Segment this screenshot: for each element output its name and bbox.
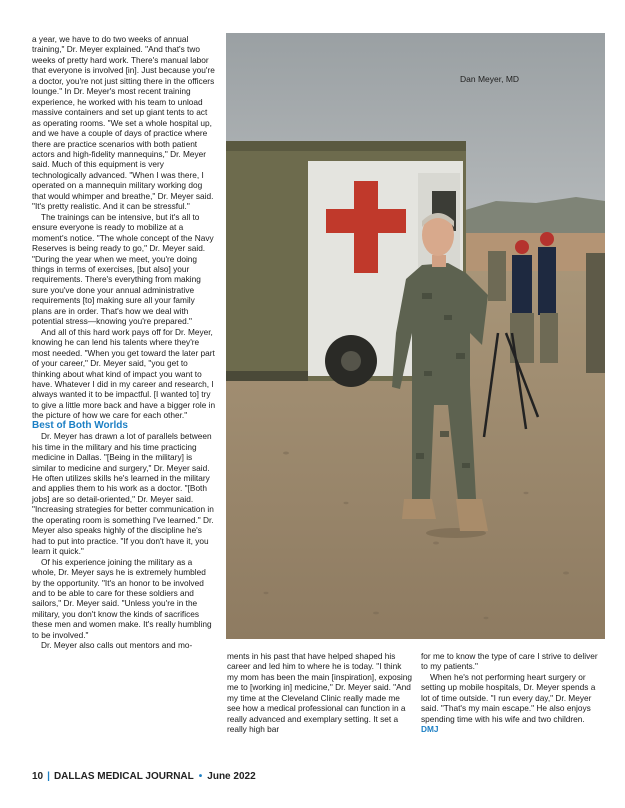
paragraph: ments in his past that have helped shaped his career and led him to where he is today. "I think my mom has been the main [inspiration], exposing me to [working in] medicine," Dr. Meyer said. "And my time at the Cleveland Clinic really made me see how a medical professional can function in a really advanced and exemplary setting. It set a really high bar: [227, 651, 412, 735]
article-column-1: [32, 34, 216, 651]
article-photo: [226, 33, 605, 639]
page-footer: [32, 771, 256, 782]
paragraph: And all of this hard work pays off for Dr. Meyer, knowing he can lend his talents where they're most needed. "When you get toward the later part of your career," Dr. Meyer said, "you get to thinking about what kind of impact you want to have. Whatever I did in my career and research, I always wanted it to be impactful. [I wanted to] try to give a little more back and have a bigger role in the picture of how we care for each other.": [32, 326, 216, 421]
bullet-icon: •: [198, 771, 203, 782]
end-mark: DMJ: [421, 724, 439, 735]
separator: |: [47, 771, 50, 782]
paragraph-text: When he's not performing heart surgery or setting up mobile hospitals, Dr. Meyer spends a lot of time outside. "I run every day," Dr. Meyer said. "That's my main escape." He also enjoys spending time with his wife and two children.: [421, 671, 596, 724]
article-column-3: [421, 651, 603, 735]
paragraph: for me to know the type of care I strive to deliver to my patients.": [421, 651, 598, 672]
page-number: 10: [32, 771, 44, 782]
section-heading: Best of Both Worlds: [32, 419, 128, 431]
article-column-2: [227, 651, 413, 735]
issue-date: June 2022: [207, 771, 256, 782]
photo-caption: Dan Meyer, MD: [460, 74, 520, 84]
paragraph: The trainings can be intensive, but it's all to ensure everyone is ready to mobilize at a moment's notice. "The whole concept of the Navy Reserves is being ready to go," Dr. Meyer said. "During the year when we meet, you're doing things in terms of exercises, [but also] your requirements. There's everything from making sure you've done your annual administrative requirements [to] making sure all your family plans are in order. That's how we deal with potential stress—knowing you're prepared.": [32, 211, 214, 327]
publication-name: DALLAS MEDICAL JOURNAL: [53, 771, 194, 782]
paragraph: Dr. Meyer also calls out mentors and mo-: [41, 640, 193, 651]
photo-illustration: [226, 33, 605, 639]
paragraph: [421, 672, 603, 735]
paragraph: Of his experience joining the military as a whole, Dr. Meyer says he is extremely humbled by the opportunity. "It's an honor to be involved and to be able to care for these soldiers and sailors," Dr. Meyer said. "Unless you're in the military, you don't know the kinds of sacrifices these men and women make. It's really humbling to be involved.": [32, 556, 212, 640]
paragraph: Dr. Meyer has drawn a lot of parallels between his time in the military and his time practicing medicine in Dallas. "[Being in the military] is similar to medicine and surgery," Dr. Meyer said. He often utilizes skills he's learned in the military and applies them to his work as a doctor. "[Both jobs] are so detail-oriented," Dr. Meyer said. "Increasing strategies for better communication in the operating room is something I've learned." Dr. Meyer also speaks highly of the discipline he's had to put into practice. "If you don't have it, you learn it quick.": [32, 431, 214, 557]
paragraph: a year, we have to do two weeks of annual training," Dr. Meyer explained. "And that's two weeks of pretty hard work. There's manual labor that everyone is involved [in]. Just because you're a doctor, you're not just sitting there in the officers lounge." In Dr. Meyer's most recent training experience, he worked with his team to unload massive containers and set up giant tents to act as operating rooms. "We set a whole hospital up, and we have a couple of days of practice where there are practice scenarios with both patient actors and high-fidelity mannequins," Dr. Meyer said. Much of this equipment is very technologically advanced. "When I was there, I operated on a mannequin military working dog that would whimper and breathe," Dr. Meyer said. "It's pretty realistic. And it can be stressful.": [32, 34, 215, 212]
